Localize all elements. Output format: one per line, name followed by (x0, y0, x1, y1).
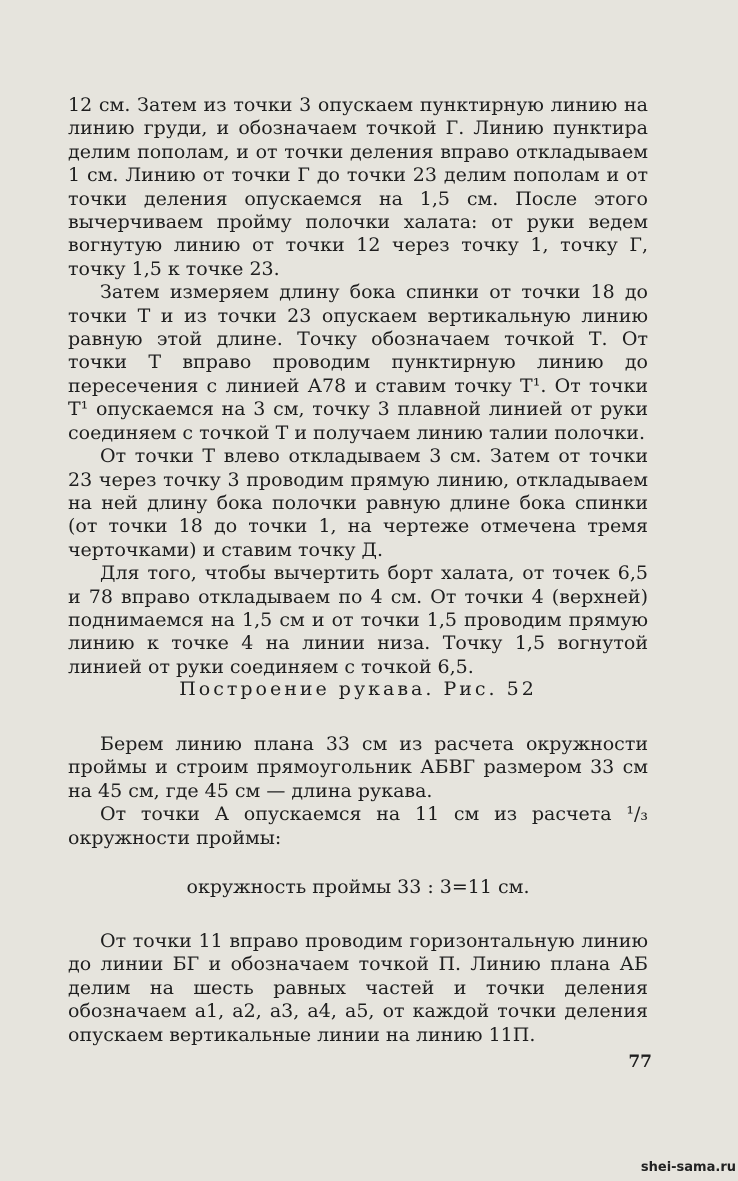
formula: окружность проймы 33 : 3=11 см. (186, 876, 530, 898)
text-block-middle (68, 733, 648, 850)
paragraph: От точки 11 вправо проводим горизонтальную линию до линии БГ и обозначаем точкой П. Линию плана АБ делим на шесть равных частей и точки деления обозначаем а1, а2, а3, а4, а5, от каждой точки деления опускаем вертикальные линии на линию 11П. (68, 930, 648, 1046)
paragraph: От точки Т влево откладываем 3 см. Затем от точки 23 через точку 3 проводим прямую линию, откладываем на ней длину бока полочки равную длине бока спинки (от точки 18 до точки 1, на чертеже отмечена тремя черточками) и ставим точку Д. (68, 445, 648, 561)
section-heading: Построение рукава. Рис. 52 (179, 678, 537, 700)
paragraph: Для того, чтобы вычертить борт халата, от точек 6,5 и 78 вправо откладываем по 4 см. От точки 4 (верхней) поднимаемся на 1,5 см и от точки 1,5 проводим прямую линию к точке 4 на линии низа. Точку 1,5 вогнутой линией от руки соединяем с точкой 6,5. (68, 562, 648, 678)
paragraph: Затем измеряем длину бока спинки от точки 18 до точки Т и из точки 23 опускаем вертикальную линию равную этой длине. Точку обозначаем точкой Т. От точки Т вправо проводим пунктирную линию до пересечения с линией А78 и ставим точку Т¹. От точки Т¹ опускаемся на 3 см, точку 3 плавной линией от руки соединяем с точкой Т и получаем линию талии полочки. (68, 281, 648, 444)
text-block-bottom (68, 930, 648, 1047)
page-number: 77 (628, 1052, 652, 1072)
watermark: shei-sama.ru (640, 1160, 736, 1175)
paragraph: 12 см. Затем из точки 3 опускаем пунктирную линию на линию груди, и обозначаем точкой Г. Линию пунктира делим пополам, и от точки деления вправо откладываем 1 см. Линию от точки Г до точки 23 делим пополам и от точки деления опускаемся на 1,5 см. После этого вычерчиваем пройму полочки халата: от руки ведем вогнутую линию от точки 12 через точку 1, точку Г, точку 1,5 к точке 23. (68, 94, 648, 280)
paragraph: Берем линию плана 33 см из расчета окружности проймы и строим прямоугольник АБВГ размером 33 см на 45 см, где 45 см — длина рукава. (68, 733, 648, 802)
text-block-top (68, 94, 648, 679)
paragraph: От точки А опускаемся на 11 см из расчета ¹/₃ окружности проймы: (68, 803, 648, 849)
